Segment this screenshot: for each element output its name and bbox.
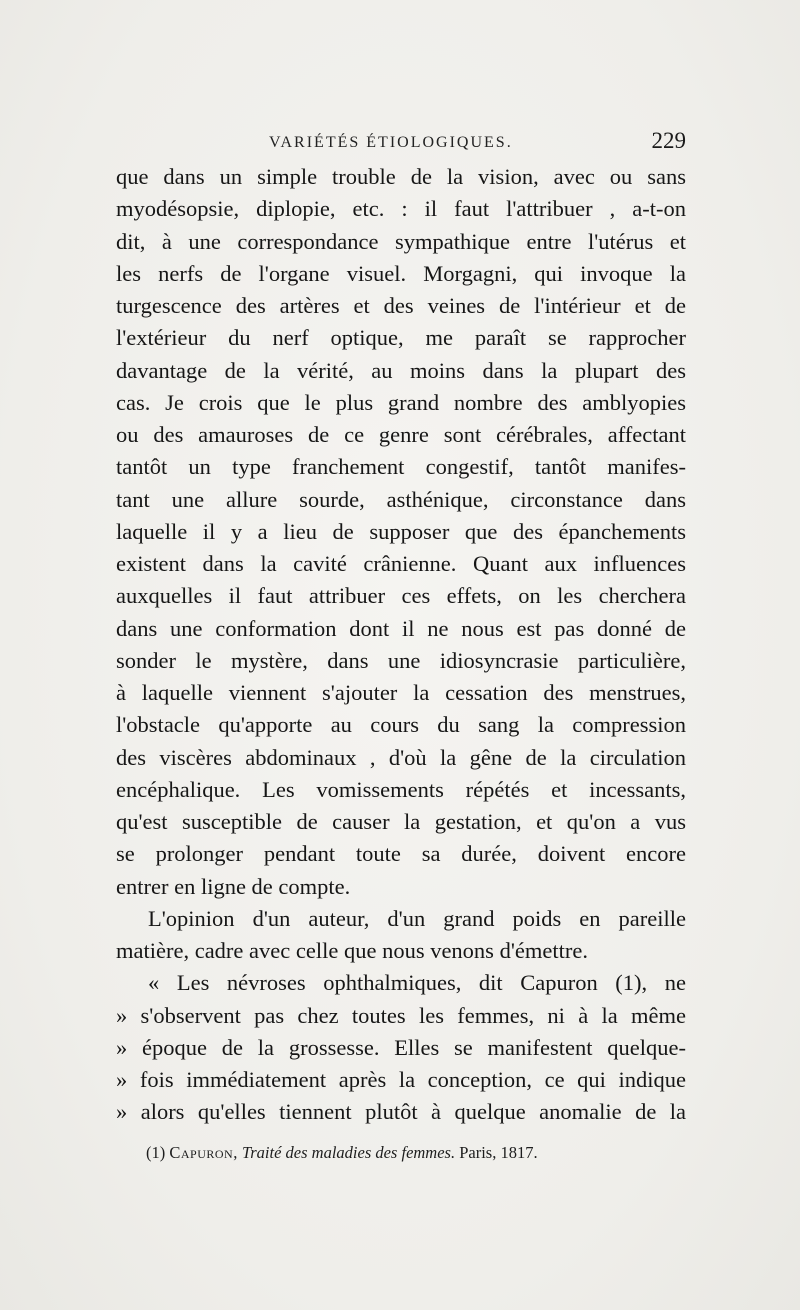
footnote-work-title: Traité des maladies des femmes. <box>241 1143 456 1162</box>
text-line: davantage de la vérité, au moins dans la plupart des <box>116 357 686 383</box>
body-text <box>116 161 686 1129</box>
paragraph-end-line: entrer en ligne de compte. <box>116 873 351 899</box>
text-line: se prolonger pendant toute sa durée, doivent encore <box>116 841 686 867</box>
text-line: encéphalique. Les vomissements répétés et incessants, <box>116 776 686 802</box>
text-line: cas. Je crois que le plus grand nombre des amblyopies <box>116 389 686 415</box>
page-number: 229 <box>651 128 686 153</box>
text-line: l'extérieur du nerf optique, me paraît se rapprocher <box>116 325 686 351</box>
page-header <box>116 128 686 156</box>
text-line: des viscères abdominaux , d'où la gêne de la circulation <box>116 744 686 770</box>
text-line: myodésopsie, diplopie, etc. : il faut l'attribuer , a-t-on <box>116 196 686 222</box>
running-title: VARIÉTÉS ÉTIOLOGIQUES. <box>269 134 513 151</box>
text-line: auxquelles il faut attribuer ces effets, on les cherchera <box>116 583 686 609</box>
footnote-marker: (1) <box>146 1143 166 1162</box>
text-line: dit, à une correspondance sympathique entre l'utérus et <box>116 228 686 254</box>
text-line: dans une conformation dont il ne nous est pas donné de <box>116 615 686 641</box>
text-line: tantôt un type franchement congestif, tantôt manifes- <box>116 454 686 480</box>
text-line: laquelle il y a lieu de supposer que des épanchements <box>116 518 686 544</box>
text-line: l'obstacle qu'apporte au cours du sang la compression <box>116 712 686 738</box>
text-line: existent dans la cavité crânienne. Quant aux influences <box>116 551 686 576</box>
text-line: les nerfs de l'organe visuel. Morgagni, qui invoque la <box>116 260 686 286</box>
quote-line: » alors qu'elles tiennent plutôt à quelque anomalie de la <box>116 1099 686 1125</box>
text-line: tant une allure sourde, asthénique, circonstance dans <box>116 486 686 512</box>
footnote <box>146 1143 686 1163</box>
text-line: turgescence des artères et des veines de l'intérieur et de <box>116 293 686 318</box>
paragraph-start-line: L'opinion d'un auteur, d'un grand poids en pareille <box>148 905 686 931</box>
text-line: que dans un simple trouble de la vision, avec ou sans <box>116 164 686 189</box>
quote-line: » s'observent pas chez toutes les femmes, ni à la même <box>116 1002 686 1028</box>
text-line: à laquelle viennent s'ajouter la cessation des menstrues, <box>116 680 686 705</box>
footnote-imprint: Paris, 1817. <box>459 1143 538 1162</box>
quote-start-line: « Les névroses ophthalmiques, dit Capuron (1), ne <box>148 970 686 996</box>
text-line: qu'est susceptible de causer la gestation, et qu'on a vus <box>116 809 686 834</box>
text-line: ou des amauroses de ce genre sont cérébrales, affectant <box>116 422 686 447</box>
quote-line: » fois immédiatement après la conception, ce qui indique <box>116 1067 686 1092</box>
text-line: sonder le mystère, dans une idiosyncrasie particulière, <box>116 647 686 673</box>
footnote-author: Capuron, <box>169 1143 238 1162</box>
paragraph-end-line: matière, cadre avec celle que nous venons d'émettre. <box>116 938 588 963</box>
quote-line: » époque de la grossesse. Elles se manifestent quelque- <box>116 1034 686 1060</box>
